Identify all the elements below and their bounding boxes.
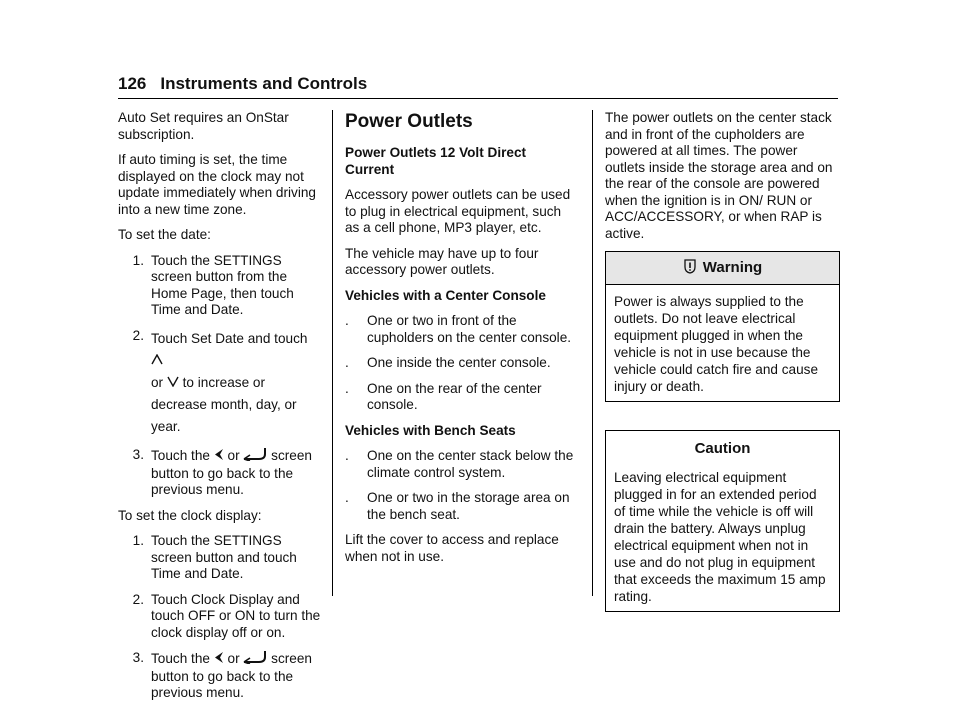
step-text: or — [151, 374, 164, 390]
date-heading: To set the date: — [118, 227, 211, 242]
step-number: 2. — [132, 591, 144, 607]
bullet-text: One on the center stack below the climate control system. — [367, 448, 574, 480]
warning-title: Warning — [702, 258, 763, 276]
step-text: or — [227, 448, 240, 464]
page-header — [118, 74, 367, 94]
list-item — [118, 328, 323, 439]
caution-body: Leaving electrical equipment plugged in for an extended period of time while the vehicle is off will drain the battery. Always unplug electrical equipment when not in use and do not plug in equipment that exceeds the maximum 15 amp rating. — [614, 470, 826, 604]
page-number: 126 — [118, 74, 147, 93]
chevron-down-icon — [167, 372, 179, 394]
list-item — [118, 253, 323, 319]
paragraph: If auto timing is set, the time displayed on the clock may not update immediately when driving into a new time zone. — [118, 152, 316, 217]
subheading: Power Outlets 12 Volt Direct Current — [345, 145, 527, 177]
list-item — [118, 447, 323, 499]
bullet: . — [345, 313, 349, 328]
warning-body: Power is always supplied to the outlets. Do not leave electrical equipment plugged in when the vehicle is not in use because the vehicle could catch fire and cause injury or death. — [614, 294, 819, 394]
column-divider — [332, 110, 333, 596]
list-item — [118, 533, 323, 583]
subheading: Vehicles with Bench Seats — [345, 422, 516, 438]
warning-header — [606, 252, 839, 285]
step-text: Touch the SETTINGS screen button from the Home Page, then touch Time and Date. — [151, 252, 294, 317]
step-number: 1. — [132, 533, 144, 549]
column-left — [118, 110, 323, 711]
list-item — [118, 650, 323, 702]
step-text: Touch Set Date and touch — [151, 330, 308, 346]
bullet: . — [345, 490, 349, 505]
bullet-text: One inside the center console. — [367, 355, 551, 370]
header-rule — [118, 98, 838, 99]
paragraph: Auto Set requires an OnStar subscription. — [118, 110, 289, 142]
step-text: to increase or decrease month, day, or year. — [151, 374, 297, 435]
list-item — [345, 381, 575, 414]
step-text: screen button to go back to the previous menu. — [151, 651, 312, 701]
clock-heading: To set the clock display: — [118, 507, 262, 523]
section-heading: Power Outlets — [345, 111, 473, 132]
step-number: 1. — [132, 252, 144, 268]
back-arrow-icon — [214, 651, 224, 669]
step-text: screen button to go back to the previous menu. — [151, 448, 312, 498]
step-number: 3. — [132, 650, 144, 666]
caution-title: Caution — [606, 431, 839, 467]
subheading: Vehicles with a Center Console — [345, 287, 546, 303]
bullet: . — [345, 448, 349, 463]
paragraph: The power outlets on the center stack and in front of the cupholders are powered at all times. The power outlets inside the storage area and on the rear of the console are powered when the ignition is in ON/ RUN or ACC/ACCESSORY, or when RAP is active. — [605, 110, 833, 241]
page-title: Instruments and Controls — [160, 74, 368, 93]
warning-icon — [683, 258, 697, 279]
bullet-text: One on the rear of the center console. — [367, 380, 542, 412]
paragraph: The vehicle may have up to four accessory power outlets. — [345, 245, 539, 277]
column-right — [605, 110, 840, 612]
bullet-text: One or two in the storage area on the bench seat. — [367, 490, 570, 522]
list-item — [345, 490, 575, 523]
paragraph: Lift the cover to access and replace when not in use. — [345, 532, 559, 564]
step-text: or — [227, 651, 240, 667]
warning-box — [605, 251, 840, 402]
back-arrow-icon — [214, 448, 224, 466]
list-item — [345, 448, 575, 481]
bullet: . — [345, 355, 349, 370]
list-item — [118, 592, 323, 642]
bullet: . — [345, 380, 349, 396]
paragraph: Accessory power outlets can be used to plug in electrical equipment, such as a cell phone, MP3 player, etc. — [345, 187, 571, 235]
caution-box — [605, 430, 840, 612]
step-text: Touch the — [151, 651, 210, 667]
step-text: Touch Clock Display and touch OFF or ON to turn the clock display off or on. — [151, 591, 321, 640]
return-arrow-icon — [243, 447, 267, 466]
chevron-up-icon — [151, 350, 163, 372]
list-item — [345, 313, 575, 346]
step-number: 3. — [132, 447, 144, 463]
bullet-text: One or two in front of the cupholders on the center console. — [367, 313, 572, 345]
step-text: Touch the — [151, 448, 210, 464]
column-middle — [345, 110, 575, 574]
list-item — [345, 355, 575, 372]
step-text: Touch the SETTINGS screen button and touch Time and Date. — [151, 533, 297, 582]
return-arrow-icon — [243, 650, 267, 669]
step-number: 2. — [132, 327, 144, 343]
column-divider — [592, 110, 593, 596]
